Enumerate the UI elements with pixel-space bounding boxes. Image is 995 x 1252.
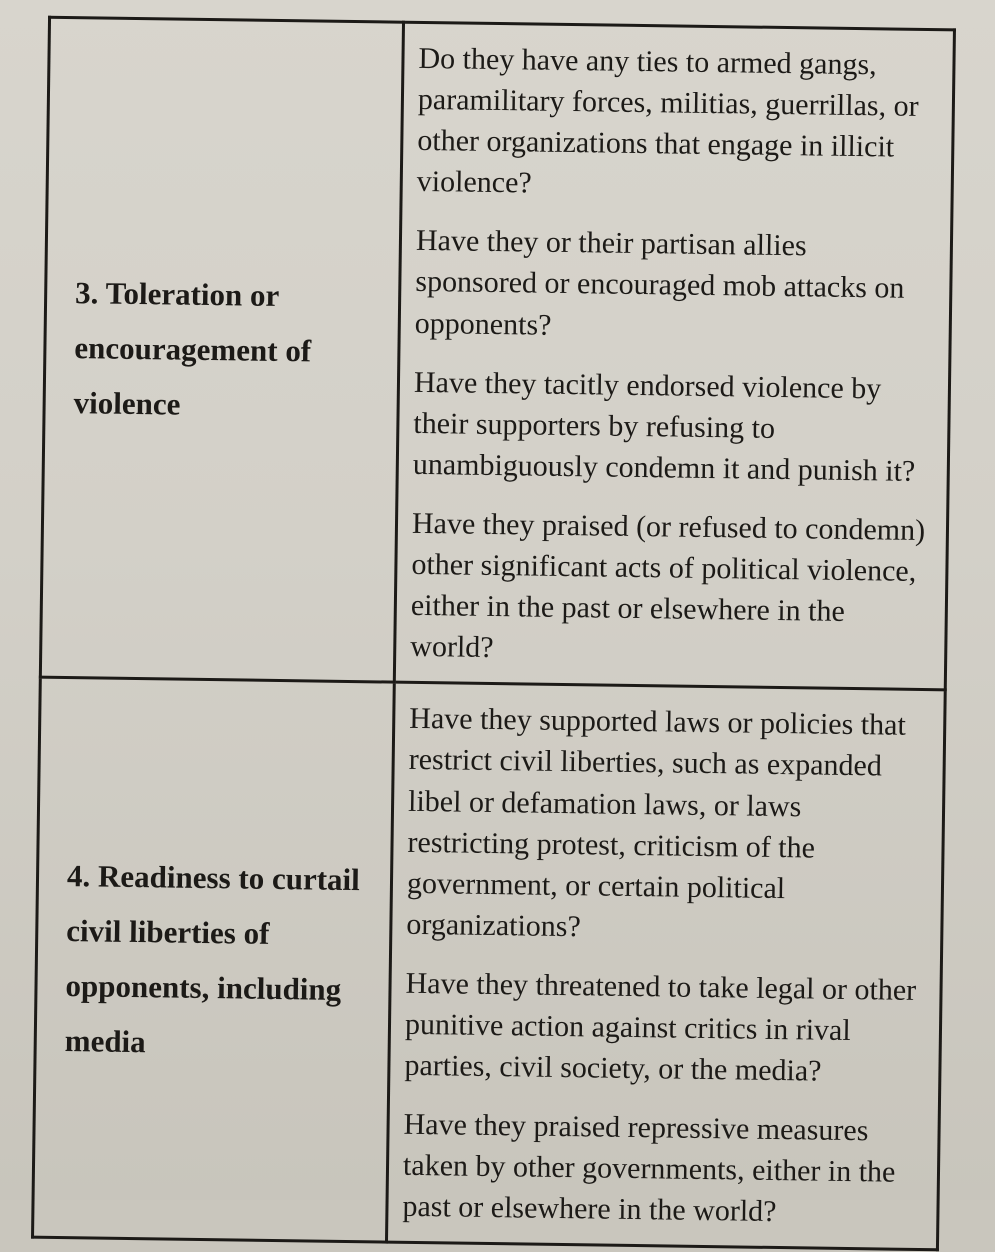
criterion-heading: 3. Toleration or encouragement of violence bbox=[73, 275, 312, 422]
criterion-heading: 4. Readiness to curtail civil liberties of opponents, including media bbox=[64, 857, 361, 1060]
question-text: Have they tacitly endorsed violence by their supporters by refusing to unambiguously condemn it and punish it? bbox=[412, 365, 916, 488]
criterion-label-cell bbox=[33, 677, 395, 1242]
criterion-questions-cell bbox=[386, 682, 945, 1250]
criteria-table bbox=[31, 16, 956, 1252]
table-row bbox=[40, 17, 954, 690]
criteria-table-frame bbox=[32, 16, 956, 1229]
question-text: Do they have any ties to armed gangs, paramilitary forces, militias, guerrillas, or other organizations that engage in illicit violence? bbox=[416, 41, 919, 200]
table-row bbox=[33, 677, 946, 1250]
question-text: Have they praised repressive measures taken by other governments, either in the past or elsewhere in the world? bbox=[402, 1107, 896, 1229]
question-text: Have they supported laws or policies that restrict civil liberties, such as expanded libel or defamation laws, or laws restricting protest, criticism of the government, or certain political organizations? bbox=[406, 702, 907, 944]
question-text: Have they threatened to take legal or other punitive action against critics in rival parties, civil society, or the media? bbox=[404, 966, 917, 1088]
question-text: Have they praised (or refused to condemn) other significant acts of political violence, either in the past or elsewhere in the world? bbox=[410, 506, 926, 665]
criterion-label-cell bbox=[40, 17, 403, 682]
question-text: Have they or their partisan allies sponsored or encouraged mob attacks on opponents? bbox=[414, 224, 905, 342]
criterion-questions-cell bbox=[394, 22, 954, 690]
